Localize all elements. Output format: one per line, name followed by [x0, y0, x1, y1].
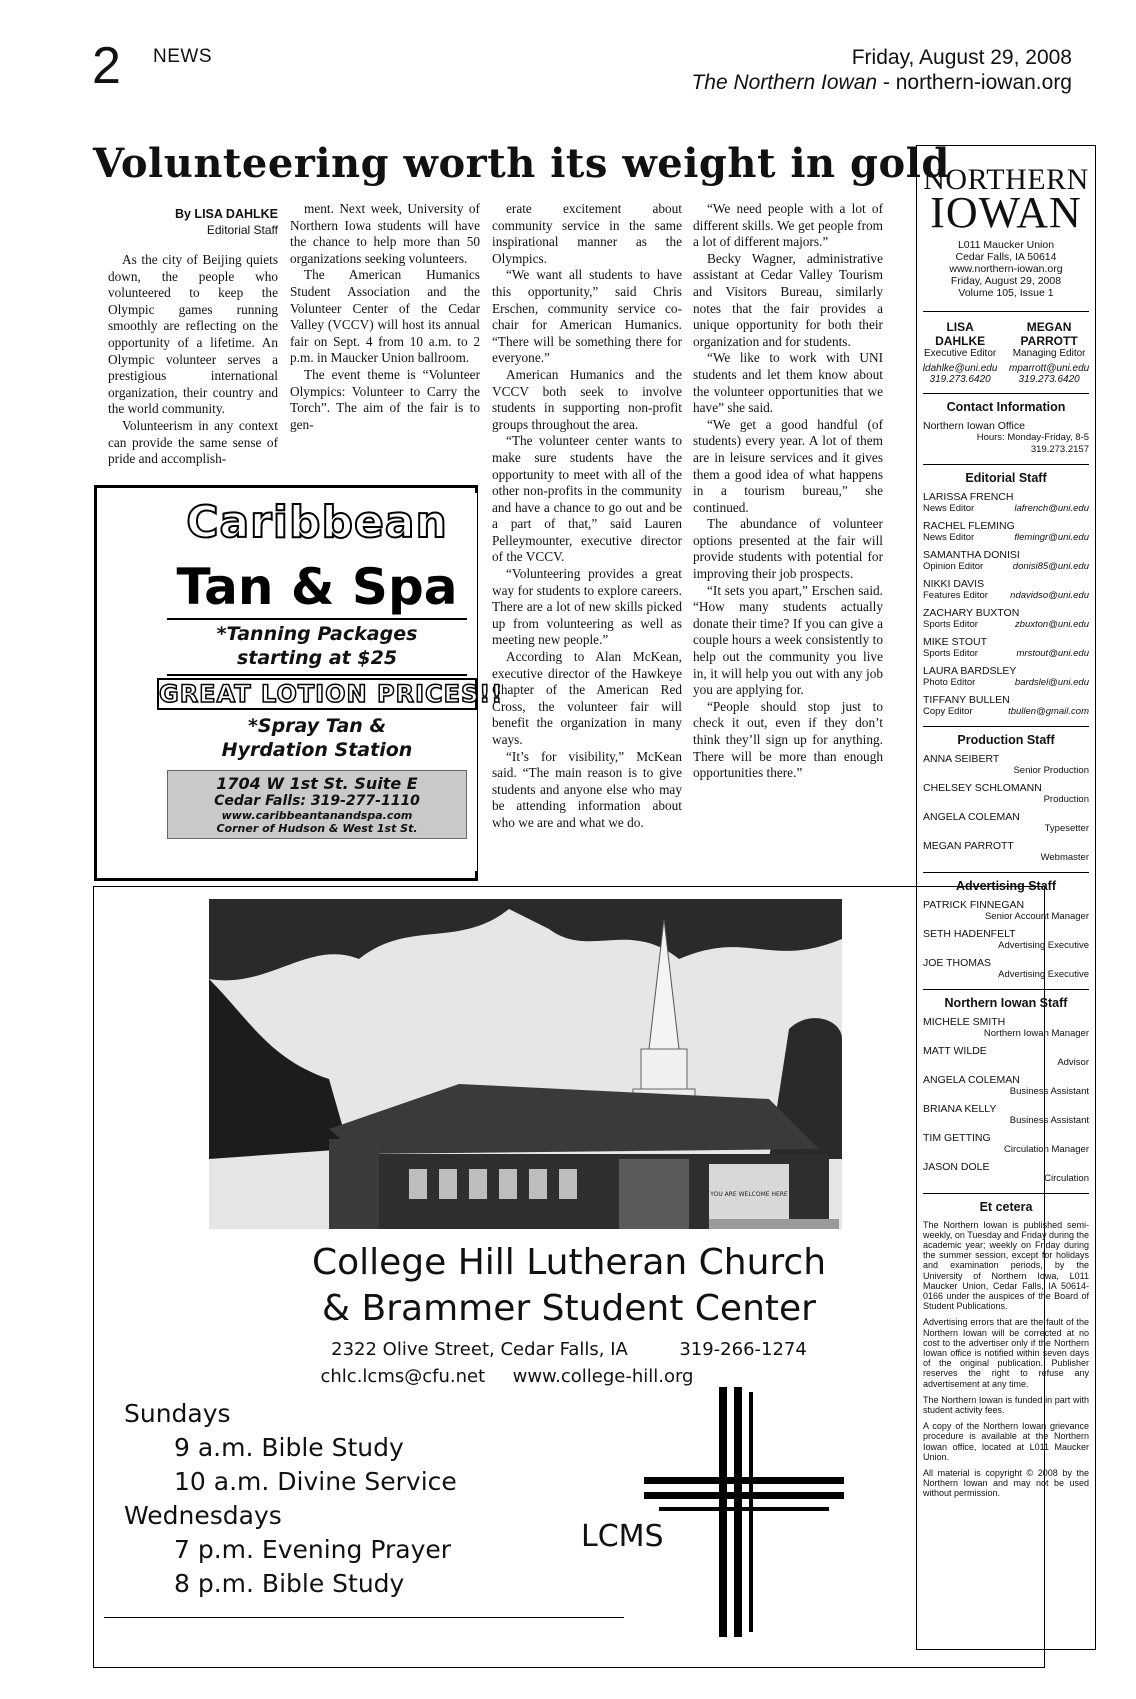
masthead-address	[917, 239, 1095, 299]
etc-heading: Et cetera	[923, 1193, 1089, 1214]
paragraph: The event theme is “Volunteer Olympics: Volunteer to Carry the Torch”. The aim of the fair is to gen-	[290, 366, 480, 432]
ad-hydration-station: Hyrdation Station	[221, 739, 413, 761]
editor-card	[923, 320, 998, 385]
church-advertisement	[93, 886, 1045, 1668]
staff-role: Photo Editor	[923, 676, 976, 688]
address-line: Volume 105, Issue 1	[958, 286, 1054, 299]
masthead-title-bottom: IOWAN	[930, 188, 1082, 237]
staff-email[interactable]: ndavidso@uni.edu	[1010, 589, 1089, 601]
paragraph: “The volunteer center wants to make sure students have the opportunity to meet with all of the other non-profits in the community and have a chance to go out and be a part of that,” said Lauren Pelleymounter, executive director of the VCCV.	[492, 433, 682, 565]
paragraph: The abundance of volunteer options presented at the fair will provide students with potential for improving their job prospects.	[693, 516, 883, 582]
staff-role-row	[923, 503, 1089, 515]
issue-date: Friday, August 29, 2008	[851, 46, 1072, 69]
staff-role: Northern Iowan Manager	[983, 1027, 1089, 1039]
contact-office: Northern Iowan Office	[923, 419, 1025, 432]
article-column-4	[693, 201, 883, 782]
staff-role: Advertising Executive	[998, 939, 1089, 951]
staff-email[interactable]: lafrench@uni.edu	[1014, 502, 1089, 514]
masthead-title-top: NORTHERN	[923, 163, 1089, 196]
etc-paragraph: All material is copyright © 2008 by the Northern Iowan and may not be used without permission.	[923, 1468, 1089, 1499]
ad-spray-tan: *Spray Tan &	[247, 715, 387, 737]
schedule-item: 7 p.m. Evening Prayer	[174, 1535, 452, 1564]
staff-entry	[923, 1045, 1089, 1069]
lcms-cross-icon	[614, 1382, 854, 1642]
advertising-staff-list	[917, 899, 1095, 981]
staff-entry	[923, 1016, 1089, 1040]
ad-price: starting at $25	[236, 647, 398, 669]
staff-email[interactable]: tbullen@gmail.com	[1008, 705, 1089, 717]
staff-role: Production	[1043, 793, 1089, 805]
masthead-sidebar	[916, 145, 1096, 1650]
staff-role: Senior Account Manager	[984, 910, 1089, 922]
publication-title: The Northern Iowan	[691, 70, 878, 94]
paragraph: According to Alan McKean, executive director of the Hawkeye Chapter of the American Red Cross, the volunteer fair will benefit the organization in many ways.	[492, 649, 682, 747]
staff-role: Advisor	[1057, 1056, 1089, 1068]
staff-entry	[923, 549, 1089, 573]
etc-paragraph: The Northern Iowan is published semi-weekly, on Tuesday and Friday during the academic year; weekly on Friday during the summer session, except for holidays and examination periods, by the University of Northern Iowa, L011 Maucker Union, Cedar Falls, IA 50614-0166 under the auspices of the Board of Student Publications.	[923, 1219, 1089, 1312]
ad-lotion-prices: GREAT LOTION PRICES!!	[159, 680, 504, 708]
ad-divider	[167, 618, 467, 620]
byline-role: Editorial Staff	[206, 223, 278, 237]
schedule-day-sunday: Sundays	[124, 1399, 231, 1428]
editor-phone: 319.273.6420	[1018, 373, 1080, 385]
staff-entry	[923, 694, 1089, 718]
staff-role: Features Editor	[923, 589, 988, 601]
staff-name: JOE THOMAS	[923, 956, 992, 969]
paragraph: The American Humanics Student Association and the Volunteer Center of the Cedar Valley (VCCV) will host its annual fair on Sept. 4 from 10 a.m. to 2 p.m. in Maucker Union ballroom.	[290, 267, 480, 366]
church-photo	[209, 899, 842, 1229]
page-number: 2	[92, 37, 121, 95]
staff-email[interactable]: mrstout@uni.edu	[1016, 647, 1089, 659]
church-name: College Hill Lutheran Church	[311, 1242, 827, 1283]
editor-role: Managing Editor	[1012, 347, 1086, 359]
paragraph: “It sets you apart,” Erschen said. “How many students actually donate their time? If you can give a couple hours a week consistently to help out the community you live in, it will help you out with any job you are applying for.	[693, 582, 883, 698]
ad-divider	[167, 674, 467, 676]
staff-name: RACHEL FLEMING	[923, 519, 1015, 532]
article-column-3	[492, 201, 682, 832]
staff-name: JASON DOLE	[923, 1160, 990, 1173]
ad-phone: Cedar Falls: 319-277-1110	[214, 793, 420, 809]
staff-entry	[923, 811, 1089, 835]
staff-name: SAMANTHA DONISI	[923, 548, 1020, 561]
staff-role-row	[923, 706, 1089, 718]
advertising-staff-heading: Advertising Staff	[923, 872, 1089, 893]
staff-entry	[923, 1074, 1089, 1098]
staff-name: MATT WILDE	[923, 1044, 987, 1057]
paragraph: “People should stop just to check it out, even if they don’t think they’ll sign up for anything. There will be more than enough opportunities there.”	[693, 698, 883, 781]
staff-name: NIKKI DAVIS	[923, 577, 985, 590]
paragraph: Becky Wagner, administrative assistant at Cedar Valley Tourism and Visitors Bureau, similarly notes that the fair provides a unique opportunity for both their organization and for students.	[693, 250, 883, 349]
contact-heading: Contact Information	[923, 393, 1089, 414]
staff-entry	[923, 928, 1089, 952]
ad-website: www.caribbeantanandspa.com	[221, 809, 413, 822]
staff-role: Business Assistant	[1009, 1085, 1089, 1097]
contact-info	[923, 420, 1089, 456]
sidebar-divider	[923, 311, 1089, 312]
contact-hours: Hours: Monday-Friday, 8-5	[976, 431, 1089, 443]
byline	[108, 206, 278, 238]
staff-entry	[923, 636, 1089, 660]
production-staff-list	[917, 753, 1095, 864]
staff-role: Opinion Editor	[923, 560, 984, 572]
tan-spa-ad-content	[157, 493, 504, 871]
ad-business-name-bottom: Tan & Spa	[176, 558, 458, 616]
staff-name: SETH HADENFELT	[923, 927, 1016, 940]
publication-url: - northern-iowan.org	[877, 70, 1072, 94]
staff-name: MEGAN PARROTT	[923, 839, 1014, 852]
staff-role: News Editor	[923, 502, 975, 514]
editors-block	[917, 320, 1095, 385]
staff-entry	[923, 753, 1089, 777]
staff-entry	[923, 607, 1089, 631]
schedule-item: 9 a.m. Bible Study	[174, 1433, 404, 1462]
staff-entry	[923, 665, 1089, 689]
schedule-item: 10 a.m. Divine Service	[174, 1467, 457, 1496]
staff-name: LARISSA FRENCH	[923, 490, 1014, 503]
staff-role-row	[923, 561, 1089, 573]
column-text	[492, 201, 682, 832]
editor-phone: 319.273.6420	[929, 373, 991, 385]
paragraph: “We like to work with UNI students and let them know about the volunteer opportunities that we have” she said.	[693, 350, 883, 416]
editor-email[interactable]: ldahlke@uni.edu	[922, 362, 998, 374]
staff-role-row	[923, 532, 1089, 544]
staff-entry	[923, 491, 1089, 515]
address-line[interactable]: www.northern-iowan.org	[949, 262, 1063, 275]
staff-entry	[923, 840, 1089, 864]
staff-name: TIFFANY BULLEN	[923, 693, 1010, 706]
editorial-staff-heading: Editorial Staff	[923, 464, 1089, 485]
paragraph: “Volunteering provides a great way for students to explore careers. There are a lot of new skills picked up from volunteering as well as meeting new people.”	[492, 566, 682, 648]
staff-entry	[923, 520, 1089, 544]
staff-email[interactable]: flemingr@uni.edu	[1014, 531, 1089, 543]
staff-name: TIM GETTING	[923, 1131, 991, 1144]
paragraph: “We need people with a lot of different skills. We get people from a lot of different majors.”	[693, 201, 883, 250]
staff-role: Sports Editor	[923, 618, 978, 630]
church-phone: 319-266-1274	[679, 1339, 807, 1360]
staff-role: Copy Editor	[923, 705, 973, 717]
church-website: www.college-hill.org	[512, 1366, 694, 1387]
church-email: chlc.lcms@cfu.net	[320, 1366, 486, 1387]
editor-role: Executive Editor	[923, 347, 997, 359]
ad-business-name-top: Caribbean	[186, 497, 448, 548]
editor-last: PARROTT	[1020, 333, 1078, 348]
staff-name: PATRICK FINNEGAN	[923, 898, 1025, 911]
article-column-2	[290, 201, 480, 433]
section-label: NEWS	[153, 46, 212, 67]
staff-name: CHELSEY SCHLOMANN	[923, 781, 1042, 794]
editor-first: LISA	[946, 319, 974, 334]
staff-entry	[923, 1132, 1089, 1156]
church-sign: YOU ARE WELCOME HERE	[710, 1191, 788, 1198]
staff-entry	[923, 957, 1089, 981]
staff-role: Typesetter	[1044, 822, 1089, 834]
address-line: L011 Maucker Union	[957, 238, 1055, 251]
church-address: 2322 Olive Street, Cedar Falls, IA	[331, 1339, 628, 1360]
staff-role-row	[923, 619, 1089, 631]
staff-role-row	[923, 648, 1089, 660]
address-line: Friday, August 29, 2008	[950, 274, 1062, 287]
article-column-1	[108, 206, 278, 468]
staff-role: News Editor	[923, 531, 975, 543]
production-staff-heading: Production Staff	[923, 726, 1089, 747]
staff-email[interactable]: zbuxton@uni.edu	[1014, 618, 1089, 630]
staff-name: ANNA SEIBERT	[923, 752, 1000, 765]
staff-name: MICHELE SMITH	[923, 1015, 1006, 1028]
staff-role: Sports Editor	[923, 647, 978, 659]
publication-line	[691, 71, 1072, 96]
staff-role-row	[923, 677, 1089, 689]
staff-entry	[923, 578, 1089, 602]
staff-entry	[923, 1103, 1089, 1127]
staff-name: LAURA BARDSLEY	[923, 664, 1017, 677]
staff-name: ZACHARY BUXTON	[923, 606, 1020, 619]
column-text	[693, 201, 883, 782]
editor-card	[1009, 320, 1089, 385]
paragraph: American Humanics and the VCCV both seek to involve students in supporting non-profit groups throughout the area.	[492, 366, 682, 432]
staff-role: Circulation Manager	[1003, 1143, 1089, 1155]
page-header-date	[691, 46, 1072, 96]
staff-role: Circulation	[1044, 1172, 1089, 1184]
etc-paragraph: The Northern Iowan is funded in part with student activity fees.	[923, 1394, 1089, 1416]
editor-email[interactable]: mparrott@uni.edu	[1009, 362, 1090, 374]
paragraph: ment. Next week, University of Northern Iowa students will have the chance to help more than 50 organizations seeking volunteers.	[290, 201, 480, 266]
ni-staff-heading: Northern Iowan Staff	[923, 989, 1089, 1010]
tan-spa-advertisement	[94, 485, 504, 881]
staff-role-row	[923, 590, 1089, 602]
etc-text	[917, 1220, 1095, 1499]
address-line: Cedar Falls, IA 50614	[955, 250, 1057, 263]
paragraph: Volunteerism in any context can provide the same sense of pride and accomplish-	[108, 417, 278, 467]
ad-address-box	[167, 770, 467, 839]
staff-name: BRIANA KELLY	[923, 1102, 997, 1115]
editor-first: MEGAN	[1026, 319, 1072, 334]
church-photo-illustration	[209, 899, 842, 1229]
paragraph: “We want all students to have this opportunity,” said Chris Erschen, community service co-chair for American Humanics. “There will be something there for everyone.”	[492, 267, 682, 366]
staff-role: Webmaster	[1040, 851, 1089, 863]
lcms-logo-text: LCMS	[581, 1519, 664, 1554]
staff-role: Advertising Executive	[998, 968, 1089, 980]
staff-role: Senior Production	[1013, 764, 1089, 776]
contact-phone: 319.273.2157	[1030, 443, 1089, 455]
column-text	[290, 201, 480, 433]
article-headline: Volunteering worth its weight in gold	[93, 140, 950, 187]
staff-role: Business Assistant	[1009, 1114, 1089, 1126]
ad-tanning-packages: *Tanning Packages	[216, 623, 418, 645]
staff-entry	[923, 782, 1089, 806]
service-schedule	[124, 1397, 457, 1601]
byline-name: By LISA DAHLKE	[174, 207, 278, 221]
staff-name: MIKE STOUT	[923, 635, 987, 648]
schedule-day-wednesday: Wednesdays	[124, 1501, 282, 1530]
paragraph: erate excitement about community service in the same inspirational manner as the Olympics.	[492, 201, 682, 266]
ad-address: 1704 W 1st St. Suite E	[216, 774, 418, 793]
staff-entry	[923, 1161, 1089, 1185]
student-center-name: & Brammer Student Center	[322, 1288, 816, 1329]
editorial-staff-list	[917, 491, 1095, 718]
editor-last: DAHLKE	[935, 333, 986, 348]
staff-email[interactable]: bardslel@uni.edu	[1014, 676, 1089, 688]
paragraph: As the city of Beijing quiets down, the people who volunteered to keep the Olympic games running smoothly are reflecting on the opportunity of a lifetime. An Olympic volunteer serves a prestigious international organization, their country and the world community.	[108, 252, 278, 417]
staff-name: ANGELA COLEMAN	[923, 1073, 1020, 1086]
schedule-item: 8 p.m. Bible Study	[174, 1569, 405, 1598]
etc-paragraph: Advertising errors that are the fault of the Northern Iowan will be corrected at no cost to the advertiser only if the Northern Iowan office is notified within seven days of the original publication. Publisher reserves the right to refuse any advertisement at any time.	[923, 1317, 1089, 1389]
church-contact-line1	[94, 1339, 1044, 1360]
paragraph: “We get a good handful (of students) every year. A lot of them are in leisure services and it gives them a good idea of what happens in a tourism bureau,” she continued.	[693, 416, 883, 515]
staff-entry	[923, 899, 1089, 923]
staff-name: ANGELA COLEMAN	[923, 810, 1020, 823]
etc-paragraph: A copy of the Northern Iowan grievance procedure is available at the Northern Iowan office, located at L011 Maucker Union.	[923, 1421, 1089, 1462]
ad-location: Corner of Hudson & West 1st St.	[216, 822, 418, 835]
paragraph: “It’s for visibility,” McKean said. “The main reason is to give students and anyone else who may be attending information about who we are and what we do.	[492, 748, 682, 830]
staff-email[interactable]: donisi85@uni.edu	[1012, 560, 1089, 572]
ni-staff-list	[917, 1016, 1095, 1185]
column-text	[108, 252, 278, 468]
ad-bottom-rule	[104, 1617, 624, 1618]
